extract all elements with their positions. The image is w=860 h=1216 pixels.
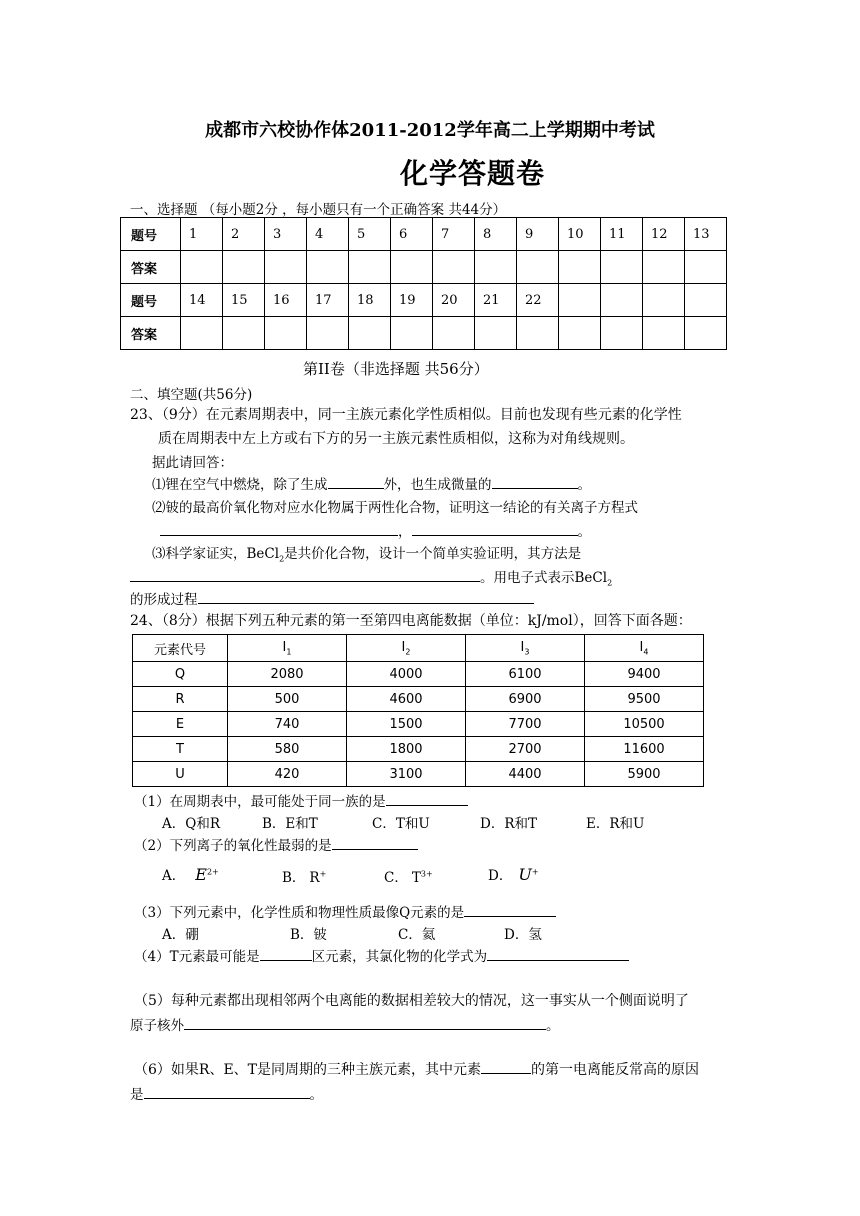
col-header-i3: $I_3$ [466,635,585,662]
question-number: 18 [349,284,391,317]
question-number: 5 [349,218,391,251]
question-number-row [121,218,727,251]
question-number: 14 [181,284,223,317]
answer-cell[interactable] [181,251,223,284]
answer-cell[interactable] [391,251,433,284]
answer-cell[interactable] [181,317,223,350]
answer-cell[interactable] [517,251,559,284]
period: 。 [577,524,591,540]
answer-cell[interactable] [433,317,475,350]
q24-sub5-line2 [130,1014,560,1034]
sheet-title: 化学答题卷 [400,157,546,190]
q24-sub3-text: （3）下列元素中，化学性质和物理性质最像Q元素的是 [134,905,465,921]
question-number: 15 [223,284,265,317]
ionization-value: 740 [228,712,347,737]
col-header-i2: $I_2$ [347,635,466,662]
row-label: 答案 [121,317,181,350]
ionization-value: 5900 [585,762,704,787]
q23-part1-text-a: ⑴锂在空气中燃烧，除了生成 [152,477,328,493]
q23-part3-answer [130,566,612,588]
blank[interactable] [198,589,534,604]
q23-part3 [152,542,581,564]
answer-cell[interactable] [349,251,391,284]
answer-cell[interactable] [643,317,685,350]
blank[interactable] [487,946,629,961]
q24-sub6-text-c: 是 [130,1087,144,1103]
answer-cell[interactable] [433,251,475,284]
ionization-value: 580 [228,737,347,762]
answer-cell[interactable] [265,251,307,284]
ionization-value: 3100 [347,762,466,787]
question-number: 3 [265,218,307,251]
ionization-value: 1500 [347,712,466,737]
exam-title: 成都市六校协作体2011-2012学年高二上学期期中考试 [205,120,655,141]
ionization-value: 4400 [466,762,585,787]
answer-cell[interactable] [559,251,601,284]
row-label: 题号 [121,284,181,317]
q24-sub2-option-a[interactable] [162,864,219,884]
ionization-value: 2700 [466,737,585,762]
answer-cell[interactable] [223,251,265,284]
option-letter: C． [384,870,408,886]
question-number: 7 [433,218,475,251]
q23-part3-text-d: 的形成过程 [130,592,198,608]
ion-charge: 3+ [420,869,433,879]
question-number: 6 [391,218,433,251]
answer-cell[interactable] [601,317,643,350]
row-label: 答案 [121,251,181,284]
q24-sub4 [134,945,629,965]
element-code: R [133,687,228,712]
col-header-i4: $I_4$ [585,635,704,662]
q24-sub2-option-c[interactable] [384,866,433,886]
q24-intro: 24、（8分）根据下列五种元素的第一至第四电离能数据（单位：kJ/mol），回答下面各题： [130,613,692,629]
q23-part3-text-a: ⑶科学家证实，BeCl [152,546,280,562]
table-row [133,737,704,762]
question-number: 21 [475,284,517,317]
table-row [133,712,704,737]
question-number-row [121,284,727,317]
q23-part3-formation [130,588,534,608]
ionization-value: 6900 [466,687,585,712]
period: 。 [546,1018,560,1034]
ionization-value: 6100 [466,662,585,687]
blank[interactable] [144,1084,310,1099]
blank[interactable] [160,521,398,536]
question-number: 8 [475,218,517,251]
q24-sub3-option-b[interactable]: B．铍 [290,927,327,943]
ionization-value: 500 [228,687,347,712]
ion-symbol: R [309,870,320,886]
blank[interactable] [130,567,480,582]
answer-cell[interactable] [349,317,391,350]
ionization-energy-table [132,634,704,787]
blank[interactable] [386,791,468,806]
table-header-row [133,635,704,662]
col-header-i1: $I_1$ [228,635,347,662]
question-number: 4 [307,218,349,251]
q23-part2-answer [160,520,591,540]
ionization-value: 2080 [228,662,347,687]
q24-sub2 [134,834,418,854]
q24-sub3-option-c[interactable]: C．氦 [398,927,436,943]
question-number [601,284,643,317]
q24-sub4-text-b: 区元素，其氯化物的化学式为 [311,949,488,965]
blank[interactable] [464,902,556,917]
element-code: Q [133,662,228,687]
answer-cell[interactable] [643,251,685,284]
answer-cell[interactable] [475,317,517,350]
ion-symbol: E [195,865,207,884]
q24-sub1-option-e[interactable]: E．R和U [586,816,645,832]
row-label: 题号 [121,218,181,251]
element-code: E [133,712,228,737]
answer-cell[interactable] [685,251,727,284]
q24-sub4-text-a: （4）T元素最可能是 [134,949,260,965]
q24-sub2-option-d[interactable] [488,864,539,884]
question-number: 10 [559,218,601,251]
ionization-value: 7700 [466,712,585,737]
ion-symbol: U [518,865,532,884]
blank[interactable] [328,474,384,489]
q24-sub6-line1 [134,1059,699,1079]
element-code: T [133,737,228,762]
table-row [133,687,704,712]
answer-row [121,251,727,284]
ionization-value: 4000 [347,662,466,687]
blank[interactable] [492,474,578,489]
q24-sub1-option-d[interactable]: D．R和T [480,816,537,832]
q24-sub5-line1: （5）每种元素都出现相邻两个电离能的数据相差较大的情况，这一事实从一个侧面说明了 [134,993,689,1009]
blank[interactable] [184,1015,546,1030]
question-number [643,284,685,317]
period: 。 [309,1087,323,1103]
q24-sub1-option-a[interactable]: A．Q和R [162,816,220,832]
part2-title: 第II卷（非选择题 共56分） [303,360,489,378]
ion-charge: 2+ [206,867,219,877]
question-number: 1 [181,218,223,251]
answer-cell[interactable] [223,317,265,350]
q24-sub3 [134,901,556,921]
table-row [133,662,704,687]
question-number: 19 [391,284,433,317]
answer-cell[interactable] [517,317,559,350]
q24-sub6-text-a: （6）如果R、E、T是同周期的三种主族元素，其中元素 [134,1062,482,1078]
ionization-value: 9500 [585,687,704,712]
ionization-value: 420 [228,762,347,787]
q23-intro-line2: 质在周期表中左上方或右下方的另一主族元素性质相似，这称为对角线规则。 [158,431,634,447]
answer-grid [120,217,727,350]
q24-sub1-option-b[interactable]: B．E和T [262,816,318,832]
question-number: 16 [265,284,307,317]
q24-sub1 [134,790,468,810]
question-number: 13 [685,218,727,251]
answer-cell[interactable] [391,317,433,350]
blank[interactable] [412,521,578,536]
option-letter: D． [488,868,513,884]
ionization-value: 4600 [347,687,466,712]
q23-prompt: 据此请回答： [152,455,233,471]
section2-heading: 二、填空题(共56分) [130,387,253,403]
q24-sub3-option-a[interactable]: A．硼 [162,927,199,943]
subscript: 2 [279,554,285,564]
option-letter: A． [162,868,186,884]
q24-sub1-text: （1）在周期表中，最可能处于同一族的是 [134,794,386,810]
q24-sub5-text: 原子核外 [130,1018,184,1034]
question-number [685,284,727,317]
q23-part3-text-b: 是共价化合物，设计一个简单实验证明，其方法是 [284,546,582,562]
blank[interactable] [332,835,418,850]
answer-row [121,317,727,350]
question-number: 9 [517,218,559,251]
table-row [133,762,704,787]
ion-charge: + [319,869,327,879]
answer-cell[interactable] [307,251,349,284]
option-letter: B． [282,870,306,886]
answer-cell[interactable] [685,317,727,350]
q23-part1-text-b: 外，也生成微量的 [383,477,492,493]
separator: ， [398,524,412,540]
q23-part1 [152,473,591,493]
q24-sub6-text-b: 的第一电离能反常高的原因 [531,1062,700,1078]
answer-cell[interactable] [265,317,307,350]
q23-part1-text-c: 。 [577,477,591,493]
section1-heading: 一、选择题 （每小题2分 ，每小题只有一个正确答案 共44分） [130,202,507,218]
question-number: 17 [307,284,349,317]
ionization-value: 11600 [585,737,704,762]
question-number: 11 [601,218,643,251]
answer-cell[interactable] [601,251,643,284]
col-header-element: 元素代号 [133,635,228,662]
question-number [559,284,601,317]
q23-part2: ⑵铍的最高价氧化物对应水化物属于两性化合物，证明这一结论的有关离子方程式 [152,500,638,516]
blank[interactable] [481,1059,531,1074]
question-number: 2 [223,218,265,251]
q24-sub2-text: （2）下列离子的氧化性最弱的是 [134,838,332,854]
q24-sub3-option-d[interactable]: D．氢 [504,927,542,943]
ionization-value: 10500 [585,712,704,737]
answer-cell[interactable] [559,317,601,350]
blank[interactable] [260,946,312,961]
ionization-value: 1800 [347,737,466,762]
ion-charge: + [531,867,539,877]
question-number: 22 [517,284,559,317]
question-number: 12 [643,218,685,251]
element-code: U [133,762,228,787]
ionization-value: 9400 [585,662,704,687]
q23-intro-line1: 23、（9分）在元素周期表中，同一主族元素化学性质相似。目前也发现有些元素的化学性 [130,407,682,423]
ion-symbol: T [411,870,421,886]
q24-sub1-option-c[interactable]: C．T和U [372,816,430,832]
subscript: 2 [607,578,613,588]
answer-cell[interactable] [475,251,517,284]
question-number: 20 [433,284,475,317]
q24-sub6-line2 [130,1083,323,1103]
answer-cell[interactable] [307,317,349,350]
q24-sub2-option-b[interactable] [282,866,326,886]
q23-part3-text-c: 。用电子式表示BeCl [480,570,608,586]
